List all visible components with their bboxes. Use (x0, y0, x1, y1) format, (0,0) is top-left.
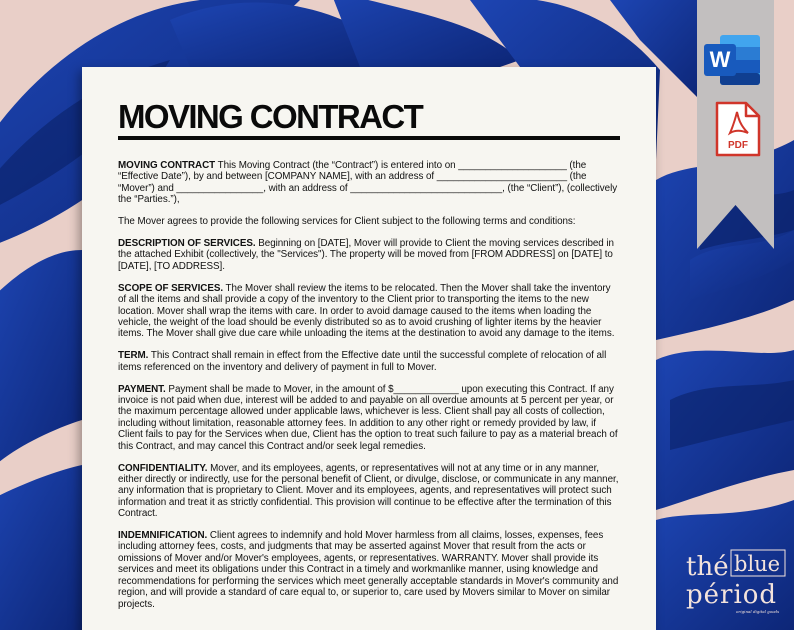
the-blue-period-logo (684, 545, 788, 617)
pdf-icon (714, 100, 762, 158)
contract-paragraph (118, 384, 620, 452)
paragraph-heading: SCOPE OF SERVICES. (118, 282, 224, 294)
contract-paragraph (118, 216, 620, 227)
paragraph-text: This Moving Contract (the “Contract”) is entered into on ____________________ (the “Effective Date”), by and between [COMPANY NAME], with an address of ________________________ (the “Mover”) and ________________, with an address of ____________________________, (the “Client”), (collectively the “Parties.”), (118, 160, 618, 206)
paragraph-text: The Mover shall review the items to be relocated. Then the Mover shall take the inventory of all the items and shall provide a copy of the inventory to the Client prior to transporting the items to the new location. Mover shall wrap the items with care. In order to avoid damage caused to the items when loading the vehicle, the weight of the load should be evenly distributed so as to avoid crushing of lighter items by the heavier items. The Mover shall give due care while unloading the items at the destination to avoid any damage to the items. (118, 282, 615, 340)
paragraph-text: Client agrees to indemnify and hold Mover harmless from all claims, losses, expenses, fees including attorney fees, costs, and judgments that may be asserted against Mover that result from the acts or omissions of Mover and/or Mover's employees, agents, or representatives. WARRANTY. Mover shall provide its services and meet its obligations under this Contract in a timely and workmanlike manner, using knowledge and recommendations for performing the services which meet generally acceptable standards in Mover's community and region, and will provide a standard of care equal to, or superior to, care used by Movers similar to Mover on similar projects. (118, 530, 619, 610)
paragraph-heading: PAYMENT. (118, 383, 166, 395)
contract-paragraph (118, 463, 620, 520)
paragraph-heading: TERM. (118, 350, 149, 362)
contract-paragraph (118, 283, 620, 340)
document-title: MOVING CONTRACT (118, 98, 423, 135)
contract-paragraph (118, 160, 620, 206)
paragraph-heading: CONFIDENTIALITY. (118, 462, 208, 474)
word-icon (704, 33, 762, 87)
logo-word-blue: blue (734, 552, 781, 576)
paragraph-text: Payment shall be made to Mover, in the amount of $____________ upon executing this Contract. If any invoice is not paid when due, interest will be added to and payable on all overdue amounts at 5 percent per year, or the maximum percentage allowed under applicable laws, whichever is less. Client shall pay all costs of collection, including without limitation, reasonable attorney fees. In addition to any other right or remedy provided by law, if Client fails to pay for the Services when due, Client has the option to treat such failure to pay as a material breach of this Contract, and may cancel this Contract and/or seek legal remedies. (118, 383, 618, 452)
word-letter: W (709, 47, 731, 72)
paragraph-heading: DESCRIPTION OF SERVICES. (118, 238, 256, 250)
title-underline (118, 136, 620, 140)
logo-word-period: périod (686, 580, 778, 610)
paragraph-heading: INDEMNIFICATION. (118, 530, 208, 542)
paragraph-text: Beginning on [DATE], Mover will provide to Client the moving services described in the attached Exhibit (collectively, the "Services"). The property will be moved from [FROM ADDRESS] on [DATE] to [DATE], [TO ADDRESS]. (118, 238, 614, 272)
paragraph-text: This Contract shall remain in effect from the Effective date until the successful complete of relocation of all items referenced on the inventory and delivery of payment in full to Mover. (118, 350, 607, 373)
document-page (82, 67, 656, 630)
paragraph-text: Mover, and its employees, agents, or representatives will not at any time or in any manner, either directly or indirectly, use for the personal benefit of Client, or divulge, disclose, or communicate in any manner, any information that is proprietary to Client. Mover and its employees, agents, and representatives will protect such information and treat it as strictly confidential. This provision will continue to be effective after the termination of this Contract. (118, 462, 619, 520)
logo-tagline: original digital goods (736, 609, 780, 614)
logo-word-the: thé (686, 552, 729, 582)
paragraph-text: The Mover agrees to provide the following services for Client subject to the following terms and conditions: (118, 216, 576, 228)
contract-paragraph (118, 238, 620, 272)
contract-paragraph (118, 350, 620, 373)
paragraph-heading: MOVING CONTRACT (118, 160, 216, 171)
contract-paragraph (118, 530, 620, 610)
document-body (118, 160, 620, 610)
pdf-label: PDF (728, 140, 748, 151)
